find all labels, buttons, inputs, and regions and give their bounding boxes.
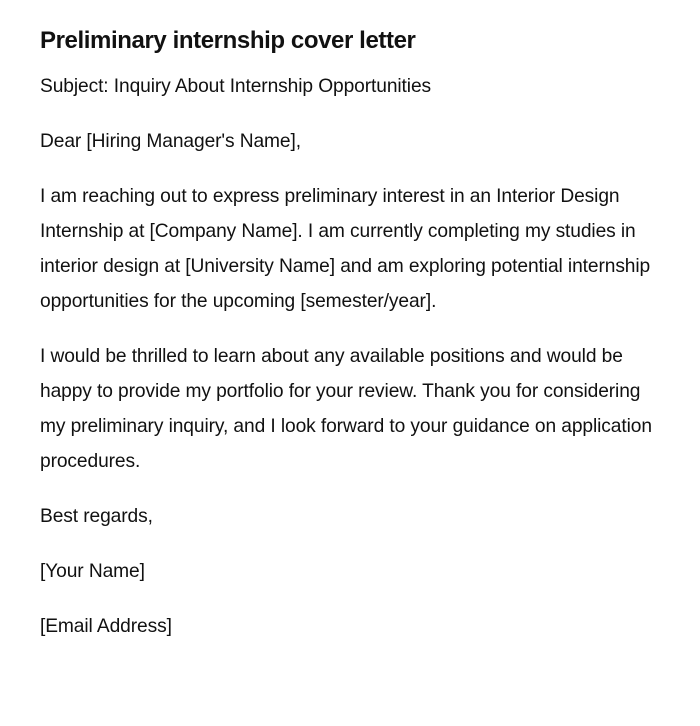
signature-name: [Your Name] <box>40 561 145 582</box>
body-paragraph-2: I would be thrilled to learn about any available positions and would be happy to provide my portfolio for your review. Thank you for considering my preliminary inquiry, and I look forward to your guidance on application procedures. <box>40 346 652 472</box>
document-title: Preliminary internship cover letter <box>40 27 416 54</box>
signature-email: [Email Address] <box>40 616 172 637</box>
body-paragraph-1: I am reaching out to express preliminary interest in an Interior Design Internship at [Company Name]. I am currently completing my studies in interior design at [University Name] and am exploring potential internship opportunities for the upcoming [semester/year]. <box>40 186 651 312</box>
subject-line: Subject: Inquiry About Internship Opportunities <box>40 76 432 97</box>
greeting: Dear [Hiring Manager's Name], <box>40 131 301 152</box>
closing: Best regards, <box>40 506 153 527</box>
